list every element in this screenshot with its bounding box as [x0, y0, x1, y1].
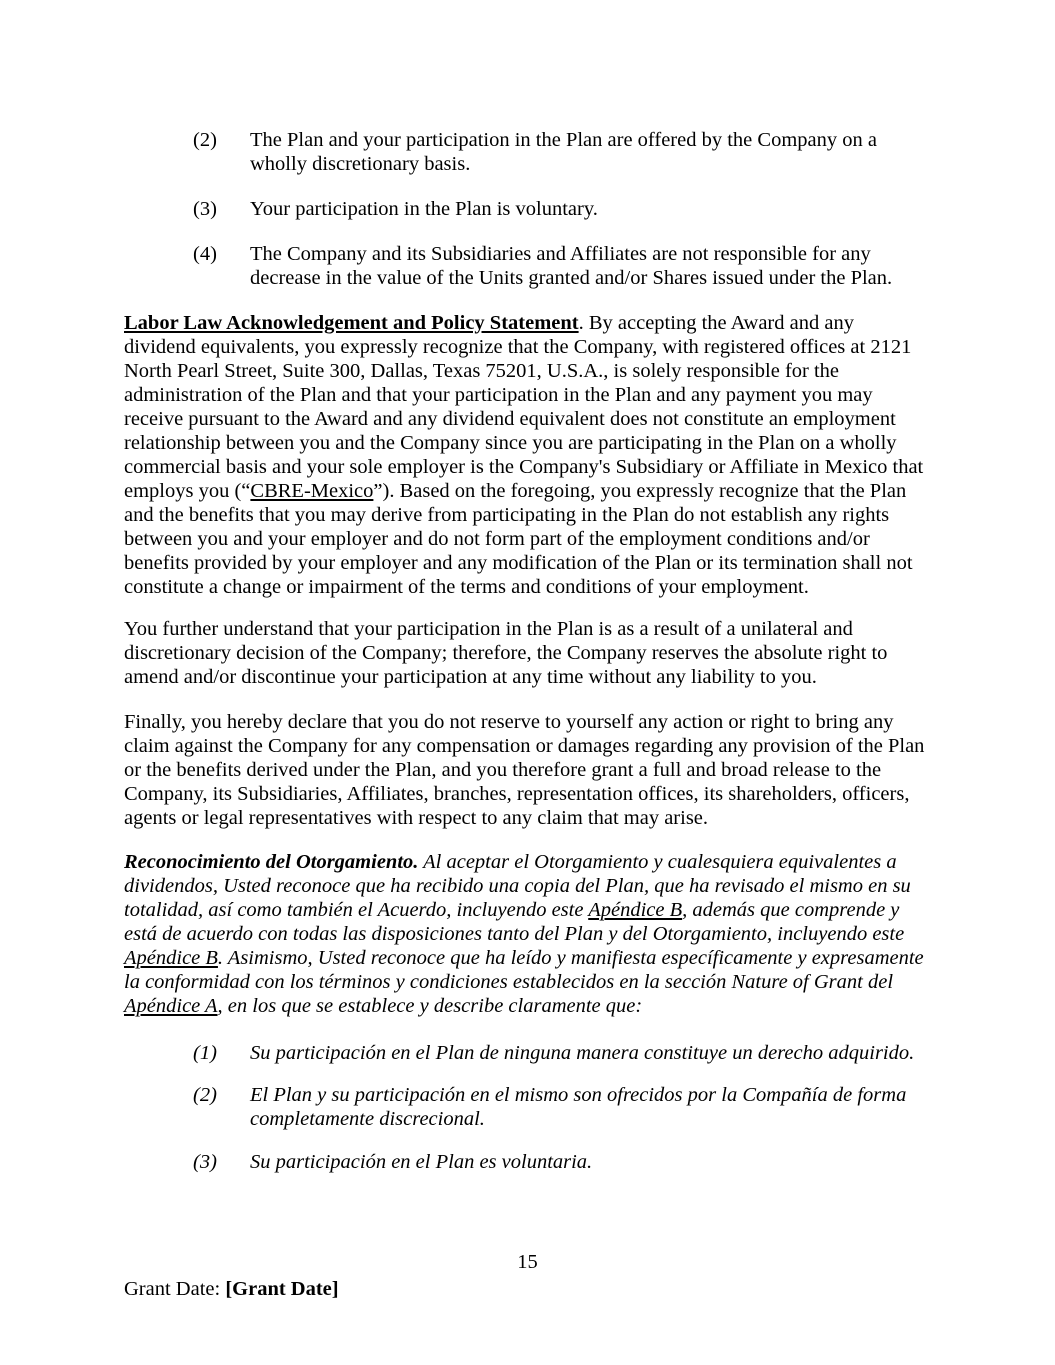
labor-law-body-2: ”). Based on the foregoing, you expressly recognize that the Plan and the benefits that you may derive from participating in the Plan do not establish any rights between you and your employer and do not form part of the employment conditions and/or benefits provided by your employer and any modification of the Plan or its termination shall not constitute a change or impairment of the terms and conditions of your employment.	[124, 480, 913, 598]
list-item-es-1	[193, 1041, 930, 1065]
reconocimiento-body-2: , además que comprende y está de acuerdo con todas las disposiciones tanto del Plan y del Otorgamiento, incluyendo este	[124, 899, 905, 945]
page-number: 15	[517, 1251, 538, 1273]
reference-apendice-a: Apéndice A	[124, 995, 218, 1017]
list-item-text: The Plan and your participation in the Plan are offered by the Company on a wholly discretionary basis.	[250, 129, 877, 175]
paragraph-labor-law	[124, 311, 930, 599]
list-item-number: (4)	[193, 243, 217, 265]
reconocimiento-body-4: , en los que se establece y describe claramente que:	[217, 995, 643, 1017]
paragraph-unilateral-decision: You further understand that your participation in the Plan is as a result of a unilateral and discretionary decision of the Company; therefore, the Company reserves the absolute right to amend and/or discontinue your participation at any time without any liability to you.	[124, 618, 888, 688]
section-heading-labor-law: Labor Law Acknowledgement and Policy Statement	[124, 312, 579, 334]
list-item-en-2	[193, 128, 930, 176]
grant-date-placeholder: [Grant Date]	[225, 1278, 339, 1300]
section-heading-reconocimiento: Reconocimiento del Otorgamiento.	[124, 851, 419, 873]
list-item-number: (3)	[193, 1151, 217, 1173]
list-item-text: Your participation in the Plan is voluntary.	[250, 198, 598, 220]
list-item-es-3	[193, 1150, 930, 1174]
list-item-en-3	[193, 197, 930, 221]
list-item-number: (3)	[193, 198, 217, 220]
grant-date-label: Grant Date:	[124, 1278, 226, 1300]
reference-apendice-b-1: Apéndice B	[588, 899, 683, 921]
labor-law-body-1: . By accepting the Award and any dividend equivalents, you expressly recognize that the Company, with registered offices at 2121 North Pearl Street, Suite 300, Dallas, Texas 75201, U.S.A., is solely responsible for the administration of the Plan and that your participation in the Plan and any payment you may receive pursuant to the Award and any dividend equivalent does not constitute an employment relationship between you and the Company since you are participating in the Plan on a wholly commercial basis and your sole employer is the Company's Subsidiary or Affiliate in Mexico that employs you (“	[124, 312, 924, 502]
list-item-es-2	[193, 1083, 930, 1131]
list-item-number: (1)	[193, 1042, 217, 1064]
list-item-en-4	[193, 242, 930, 290]
list-item-text: Su participación en el Plan es voluntaria.	[250, 1151, 593, 1173]
list-item-number: (2)	[193, 1084, 217, 1106]
list-item-number: (2)	[193, 129, 217, 151]
grant-date-line	[124, 1277, 339, 1301]
list-item-text: Su participación en el Plan de ninguna manera constituye un derecho adquirido.	[250, 1042, 915, 1064]
reconocimiento-body-3: . Asimismo, Usted reconoce que ha leído y manifiesta específicamente y expresamente la conformidad con los términos y condiciones establecidos en la sección Nature of Grant del	[124, 947, 924, 993]
reconocimiento-body-1: Al aceptar el Otorgamiento y cualesquiera equivalentes a dividendos, Usted reconoce que ha recibido una copia del Plan, que ha revisado el mismo en su totalidad, así como también el Acuerdo, incluyendo este	[124, 851, 911, 921]
paragraph-release-of-claims: Finally, you hereby declare that you do not reserve to yourself any action or right to bring any claim against the Company for any compensation or damages regarding any provision of the Plan or the benefits derived under the Plan, and you therefore grant a full and broad release to the Company, its Subsidiaries, Affiliates, branches, representation offices, its shareholders, officers, agents or legal representatives with respect to any claim that may arise.	[124, 711, 925, 829]
reference-apendice-b-2: Apéndice B	[124, 947, 218, 969]
defined-term-cbre-mexico: CBRE-Mexico	[250, 480, 374, 502]
list-item-text: The Company and its Subsidiaries and Affiliates are not responsible for any decrease in the value of the Units granted and/or Shares issued under the Plan.	[250, 243, 893, 289]
paragraph-reconocimiento	[124, 850, 930, 1018]
list-item-text: El Plan y su participación en el mismo son ofrecidos por la Compañía de forma completamente discrecional.	[250, 1084, 907, 1130]
